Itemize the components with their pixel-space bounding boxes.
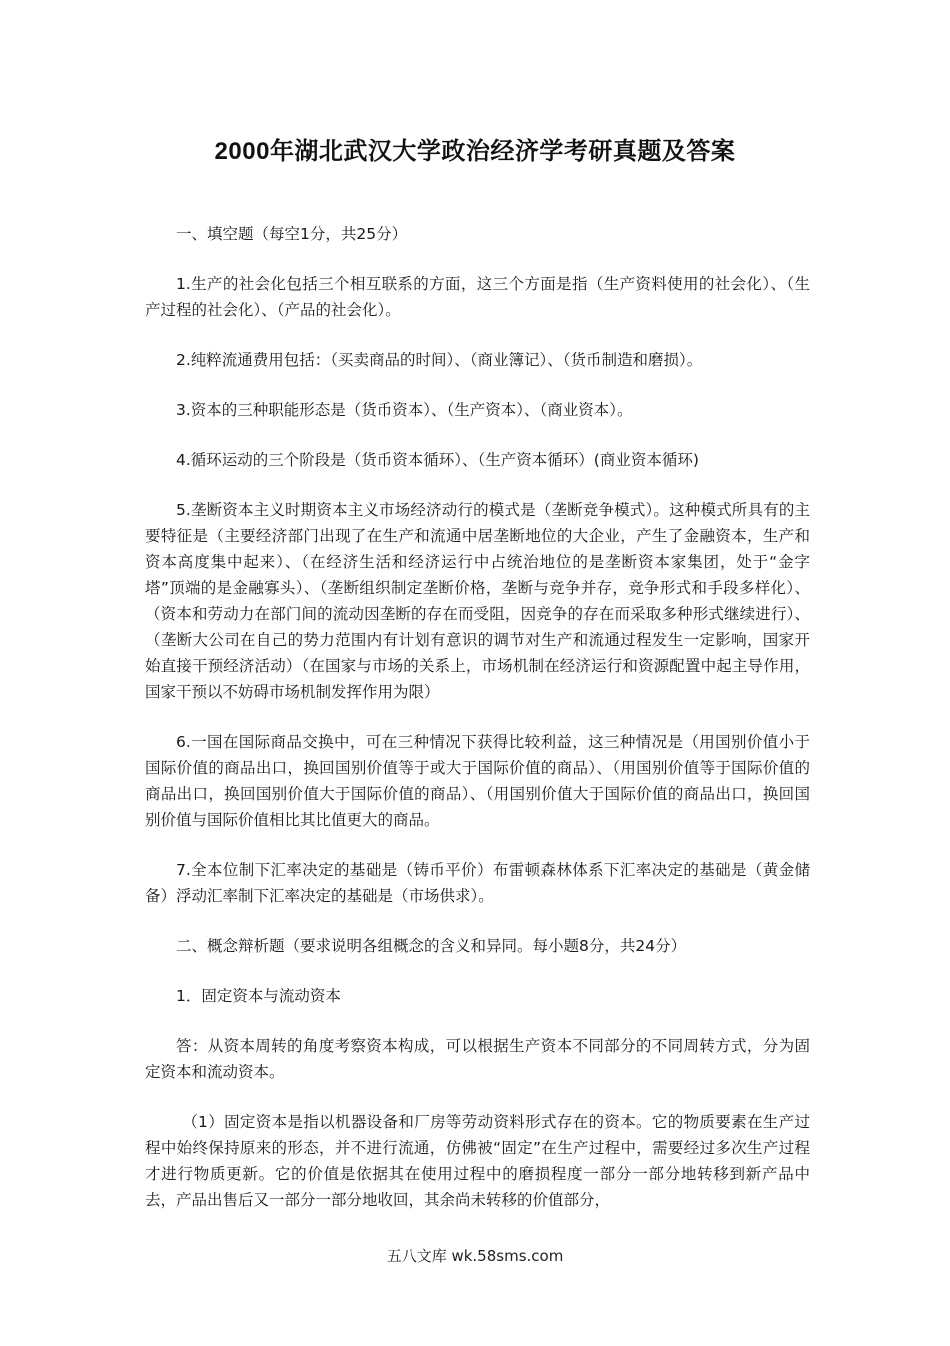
question-paragraph: 5.垄断资本主义时期资本主义市场经济动行的模式是（垄断竞争模式）。这种模式所具有的主要特征是（主要经济部门出现了在生产和流通中居垄断地位的大企业，产生了金融资本，生产和资本高度集中起来）、（在经济生活和经济运行中占统治地位的是垄断资本家集团，处于“金字塔”顶端的是金融寡头）、（垄断组织制定垄断价格，垄断与竞争并存，竞争形式和手段多样化）、（资本和劳动力在部门间的流动因垄断的存在而受阻，因竞争的存在而采取多种形式继续进行）、（垄断大公司在自己的势力范围内有计划有意识的调节对生产和流通过程发生一定影响，国家开始直接干预经济活动）（在国家与市场的关系上，市场机制在经济运行和资源配置中起主导作用，国家干预以不妨碍市场机制发挥作用为限） xyxy=(145,501,810,701)
question-paragraph: 4.循环运动的三个阶段是（货币资本循环）、（生产资本循环）(商业资本循环) xyxy=(176,451,699,469)
section-heading-fill-in: 一、填空题（每空1分，共25分） xyxy=(176,225,408,243)
page-title: 2000年湖北武汉大学政治经济学考研真题及答案 xyxy=(214,138,736,165)
answer-paragraph: 答：从资本周转的角度考察资本构成，可以根据生产资本不同部分的不同周转方式，分为固定资本和流动资本。 xyxy=(145,1037,810,1081)
question-paragraph: 6.一国在国际商品交换中，可在三种情况下获得比较利益，这三种情况是（用国别价值小于国际价值的商品出口，换回国别价值等于或大于国际价值的商品）、（用国别价值等于国际价值的商品出口，换回国别价值大于国际价值的商品）、（用国别价值大于国际价值的商品出口，换回国别价值与国际价值相比其比值更大的商品。 xyxy=(145,733,810,829)
question-paragraph: 1.生产的社会化包括三个相互联系的方面，这三个方面是指（生产资料使用的社会化）、（生产过程的社会化）、（产品的社会化）。 xyxy=(145,275,810,319)
section-heading-concepts: 二、概念辩析题（要求说明各组概念的含义和异同。每小题8分，共24分） xyxy=(176,937,687,955)
page-footer: 五八文库 wk.58sms.com xyxy=(386,1247,564,1265)
question-paragraph: 3.资本的三种职能形态是（货币资本）、（生产资本）、（商业资本）。 xyxy=(176,401,633,419)
question-paragraph: 2.纯粹流通费用包括：（买卖商品的时间）、（商业簿记）、（货币制造和磨损）。 xyxy=(176,351,703,369)
answer-paragraph: （1）固定资本是指以机器设备和厂房等劳动资料形式存在的资本。它的物质要素在生产过程中始终保持原来的形态，并不进行流通，仿佛被“固定”在生产过程中，需要经过多次生产过程才进行物质更新。它的价值是依据其在使用过程中的磨损程度一部分一部分地转移到新产品中去，产品出售后又一部分一部分地收回，其余尚未转移的价值部分， xyxy=(145,1113,810,1209)
sub-question-heading: 1．固定资本与流动资本 xyxy=(176,987,341,1005)
document-body xyxy=(145,221,810,1237)
question-paragraph: 7.全本位制下汇率决定的基础是（铸币平价）布雷顿森林体系下汇率决定的基础是（黄金储备）浮动汇率制下汇率决定的基础是（市场供求）。 xyxy=(145,861,810,905)
